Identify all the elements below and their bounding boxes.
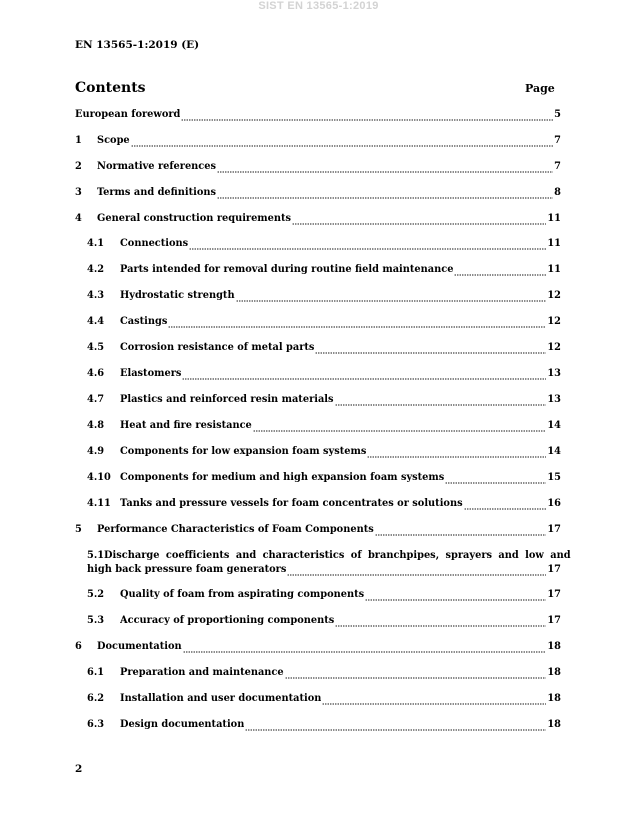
toc-entry-number: 5 — [75, 524, 82, 535]
page-column-label: Page — [525, 82, 555, 95]
toc-entry-number: 5.2 — [87, 589, 105, 600]
toc-entry-title: Hydrostatic strength — [120, 290, 235, 301]
toc-entry-number: 4.11 — [87, 498, 111, 509]
toc-entry-title: Scope — [97, 135, 130, 146]
toc-entry-normative-references[interactable] — [75, 161, 561, 175]
toc-entry-preparation-maintenance[interactable] — [87, 667, 561, 681]
dot-leader — [253, 423, 547, 432]
toc-entry-number: 4.3 — [87, 290, 105, 301]
toc-entry-quality-of-foam[interactable] — [87, 589, 561, 603]
toc-entry-page: 12 — [547, 316, 561, 327]
dot-leader — [335, 397, 547, 406]
toc-entry-number: 4.6 — [87, 368, 105, 379]
dot-leader — [285, 670, 547, 679]
toc-entry-heat-fire-resistance[interactable] — [87, 420, 561, 434]
toc-entry-title: Installation and user documentation — [120, 693, 322, 704]
contents-title: Contents — [75, 80, 146, 96]
toc-entry-page: 11 — [547, 213, 561, 224]
toc-entry-page: 13 — [547, 368, 561, 379]
toc-entry-european-foreword[interactable] — [75, 109, 561, 123]
toc-entry-title: Preparation and maintenance — [120, 667, 284, 678]
dot-leader — [322, 696, 546, 705]
toc-entry-number: 5.3 — [87, 615, 105, 626]
toc-entry-page: 5 — [554, 109, 561, 120]
dot-leader — [217, 164, 553, 173]
dot-leader — [335, 618, 546, 627]
toc-entry-parts-for-removal[interactable] — [87, 264, 561, 278]
dot-leader — [245, 722, 546, 731]
toc-entry-page: 13 — [547, 394, 561, 405]
dot-leader — [454, 267, 546, 276]
toc-entry-medium-high-expansion[interactable] — [87, 472, 561, 486]
dot-leader — [375, 527, 547, 536]
toc-entry-number: 2 — [75, 161, 82, 172]
toc-entry-number: 4.8 — [87, 420, 105, 431]
toc-entry-number: 3 — [75, 187, 82, 198]
toc-entry-page: 14 — [547, 420, 561, 431]
toc-entry-corrosion-resistance[interactable] — [87, 342, 561, 356]
toc-entry-title-line1: Discharge coefficients and characteristics of branchpipes, sprayers and low and — [104, 550, 571, 561]
dot-leader — [287, 567, 546, 576]
dot-leader — [189, 241, 546, 250]
toc-entry-title: Connections — [120, 238, 189, 249]
toc-entry-title: Elastomers — [120, 368, 182, 379]
toc-entry-page: 7 — [554, 135, 561, 146]
toc-entry-title: European foreword — [75, 109, 181, 120]
toc-entry-title: General construction requirements — [97, 213, 292, 224]
toc-entry-title: Quality of foam from aspirating components — [120, 589, 365, 600]
toc-entry-title: Tanks and pressure vessels for foam concentrates or solutions — [120, 498, 463, 509]
toc-entry-connections[interactable] — [87, 238, 561, 252]
toc-entry-number: 4.7 — [87, 394, 105, 405]
toc-entry-number: 1 — [75, 135, 82, 146]
toc-entry-number: 6.1 — [87, 667, 105, 678]
toc-entry-title: Components for medium and high expansion foam systems — [120, 472, 445, 483]
toc-entry-page: 11 — [547, 264, 561, 275]
toc-entry-title-line1-row — [87, 550, 571, 564]
watermark: SIST EN 13565-1:2019 — [258, 0, 379, 12]
toc-entry-number: 4.2 — [87, 264, 105, 275]
toc-entry-elastomers[interactable] — [87, 368, 561, 382]
toc-entry-title: Components for low expansion foam systems — [120, 446, 367, 457]
toc-entry-performance-characteristics[interactable] — [75, 524, 561, 538]
toc-entry-scope[interactable] — [75, 135, 561, 149]
toc-entry-title: Accuracy of proportioning components — [120, 615, 335, 626]
toc-entry-number: 4.4 — [87, 316, 105, 327]
toc-entry-page: 18 — [547, 693, 561, 704]
toc-entry-number: 6.2 — [87, 693, 105, 704]
dot-leader — [367, 449, 546, 458]
document-id: EN 13565-1:2019 (E) — [75, 39, 200, 51]
toc-entry-title: Normative references — [97, 161, 217, 172]
toc-entry-documentation[interactable] — [75, 641, 561, 655]
toc-entry-number: 4.5 — [87, 342, 105, 353]
toc-entry-page: 15 — [547, 472, 561, 483]
toc-entry-page: 17 — [547, 589, 561, 600]
toc-entry-tanks-pressure-vessels[interactable] — [87, 498, 561, 512]
toc-entry-page: 17 — [547, 524, 561, 535]
toc-entry-title: Corrosion resistance of metal parts — [120, 342, 315, 353]
dot-leader — [217, 190, 553, 199]
toc-entry-page: 18 — [547, 719, 561, 730]
toc-entry-page: 18 — [547, 667, 561, 678]
dot-leader — [168, 319, 546, 328]
toc-entry-title: Castings — [120, 316, 168, 327]
dot-leader — [236, 293, 547, 302]
dot-leader — [315, 345, 546, 354]
dot-leader — [182, 371, 546, 380]
toc-entry-terms-and-definitions[interactable] — [75, 187, 561, 201]
dot-leader — [181, 112, 553, 121]
dot-leader — [464, 501, 547, 510]
toc-entry-page: 17 — [547, 564, 561, 575]
toc-entry-title: Terms and definitions — [97, 187, 217, 198]
toc-entry-plastics[interactable] — [87, 394, 561, 408]
toc-entry-page: 18 — [547, 641, 561, 652]
toc-entry-hydrostatic-strength[interactable] — [87, 290, 561, 304]
toc-entry-number: 6.3 — [87, 719, 105, 730]
toc-entry-number: 4.10 — [87, 472, 111, 483]
toc-entry-page: 8 — [554, 187, 561, 198]
toc-entry-title: Documentation — [97, 641, 182, 652]
toc-entry-title-line2: high back pressure foam generators — [87, 564, 287, 575]
dot-leader — [131, 138, 554, 147]
toc-entry-general-construction-requirements[interactable] — [75, 213, 561, 227]
toc-entry-number: 4 — [75, 213, 82, 224]
toc-entry-title-line2-row — [87, 564, 561, 578]
toc-entry-title: Heat and fire resistance — [120, 420, 252, 431]
toc-entry-design-documentation[interactable] — [87, 719, 561, 733]
toc-entry-number: 6 — [75, 641, 82, 652]
toc-entry-title: Performance Characteristics of Foam Components — [97, 524, 374, 535]
page-number: 2 — [75, 763, 83, 775]
toc-entry-page: 7 — [554, 161, 561, 172]
dot-leader — [292, 216, 546, 225]
toc-entry-page: 14 — [547, 446, 561, 457]
dot-leader — [183, 644, 547, 653]
dot-leader — [445, 475, 546, 484]
toc-entry-discharge-coefficients[interactable] — [87, 550, 571, 578]
toc-entry-number: 4.1 — [87, 238, 105, 249]
toc-entry-page: 11 — [547, 238, 561, 249]
toc-entry-number: 5.1 — [87, 550, 105, 561]
toc-entry-page: 17 — [547, 615, 561, 626]
toc-entry-number: 4.9 — [87, 446, 105, 457]
toc-entry-title: Parts intended for removal during routine field maintenance — [120, 264, 454, 275]
toc-entry-title: Design documentation — [120, 719, 245, 730]
toc-entry-title: Plastics and reinforced resin materials — [120, 394, 334, 405]
toc-entry-page: 12 — [547, 290, 561, 301]
toc-entry-low-expansion[interactable] — [87, 446, 561, 460]
toc-entry-accuracy-proportioning[interactable] — [87, 615, 561, 629]
toc-entry-page: 12 — [547, 342, 561, 353]
toc-entry-castings[interactable] — [87, 316, 561, 330]
toc-entry-page: 16 — [547, 498, 561, 509]
toc-entry-installation-user-documentation[interactable] — [87, 693, 561, 707]
dot-leader — [365, 592, 546, 601]
